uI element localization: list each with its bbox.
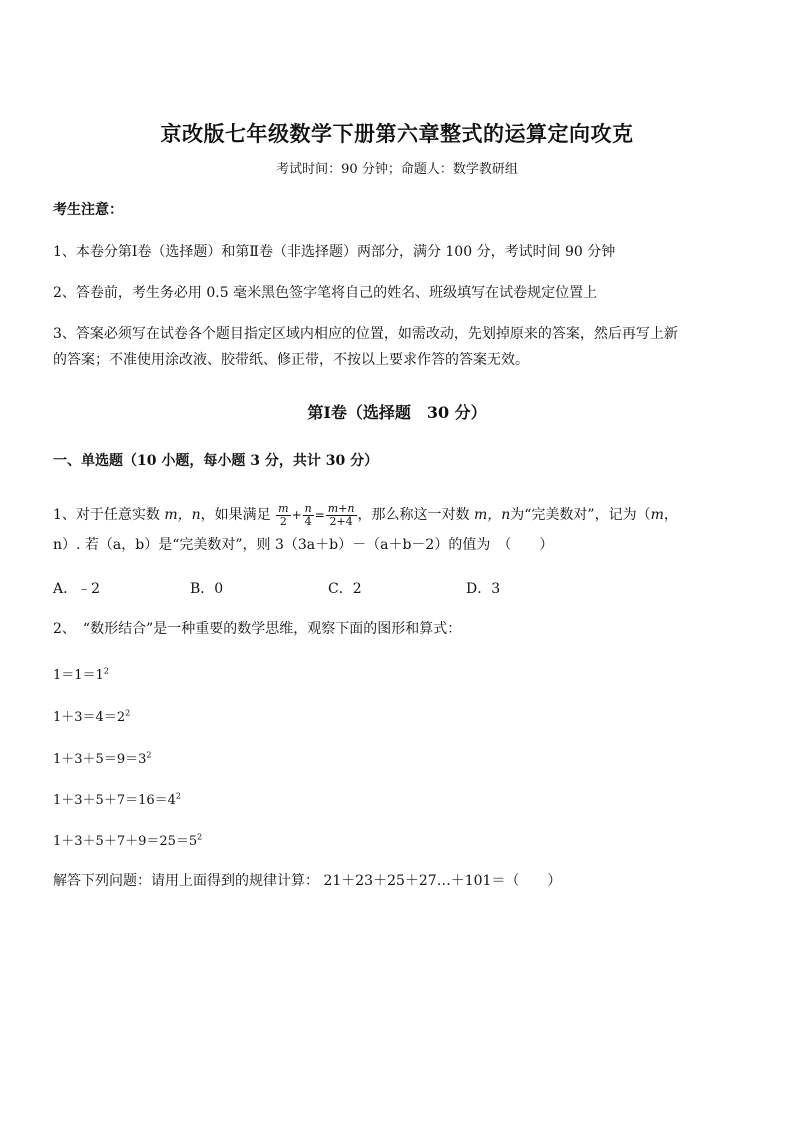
- question-2-ask: 解答下列问题：请用上面得到的规律计算： 21＋23＋25＋27…＋101＝（ ）: [53, 873, 562, 889]
- q1-vars-2: m，n: [473, 507, 511, 523]
- part-heading: 一、单选题（10 小题，每小题 3 分，共计 30 分）: [53, 453, 379, 469]
- formula-2: $1+3=4=2^2$: [53, 708, 131, 725]
- section-title: 第Ⅰ卷（选择题 30 分）: [307, 403, 487, 422]
- equals-sign: =: [314, 508, 325, 522]
- plus-sign: +: [291, 508, 302, 522]
- formula-3: $1+3+5=9=3^2$: [53, 750, 152, 767]
- notice-heading: 考生注意：: [53, 202, 123, 218]
- q1-cond: ，如果满足: [200, 507, 271, 523]
- fraction-n-over-4: $\frac{n}{4}$: [304, 501, 312, 528]
- notice-item-2: 2、答卷前，考生务必用 0.5 毫米黑色签字笔将自己的姓名、班级填写在试卷规定位置上: [53, 285, 598, 301]
- option-c[interactable]: C．2: [328, 581, 362, 597]
- fraction-m-over-2: $\frac{m}{2}$: [278, 501, 289, 528]
- page-title: 京改版七年级数学下册第六章整式的运算定向攻克: [160, 121, 634, 146]
- q1-var-m: m: [650, 507, 664, 523]
- q1-vars: m，n: [164, 507, 201, 523]
- formula-5: $1+3+5+7+9=25=5^2$: [53, 832, 203, 849]
- exam-subtitle: 考试时间：90 分钟；命题人：数学教研组: [276, 162, 518, 177]
- notice-item-3: 3、答案必须写在试卷各个题目指定区域内相应的位置，如需改动，先划掉原来的答案，然后再写上新: [53, 326, 678, 342]
- q1-rest-2: 为“完美数对”，记为（: [510, 507, 651, 523]
- notice-item-1: 1、本卷分第Ⅰ卷（选择题）和第Ⅱ卷（非选择题）两部分，满分 100 分，考试时间 90 分钟: [53, 244, 616, 260]
- question-1-line-2: n）. 若（a，b）是“完美数对”，则 3（3a＋b）－（a＋b－2）的值为 （ ）: [53, 537, 554, 553]
- q1-rest-1: ，那么称这一对数: [357, 507, 470, 523]
- option-a[interactable]: A．﹣2: [53, 581, 101, 597]
- formula-4: $1+3+5+7=16=4^2$: [53, 791, 181, 808]
- q1-rest-3: ，: [663, 507, 678, 523]
- question-2-prompt: 2、 “数形结合”是一种重要的数学思维，观察下面的图形和算式：: [53, 621, 462, 637]
- notice-item-3-cont: 的答案；不准使用涂改液、胶带纸、修正带，不按以上要求作答的答案无效。: [53, 352, 529, 368]
- fraction-sum: $\frac{m+n}{2+4}$: [327, 501, 355, 528]
- question-1-line-1: [53, 502, 678, 528]
- q1-prefix: 1、对于任意实数: [53, 507, 160, 523]
- option-b[interactable]: B．0: [190, 581, 224, 597]
- option-d[interactable]: D．3: [466, 581, 501, 597]
- formula-1: $1=1=1^2$: [53, 666, 109, 683]
